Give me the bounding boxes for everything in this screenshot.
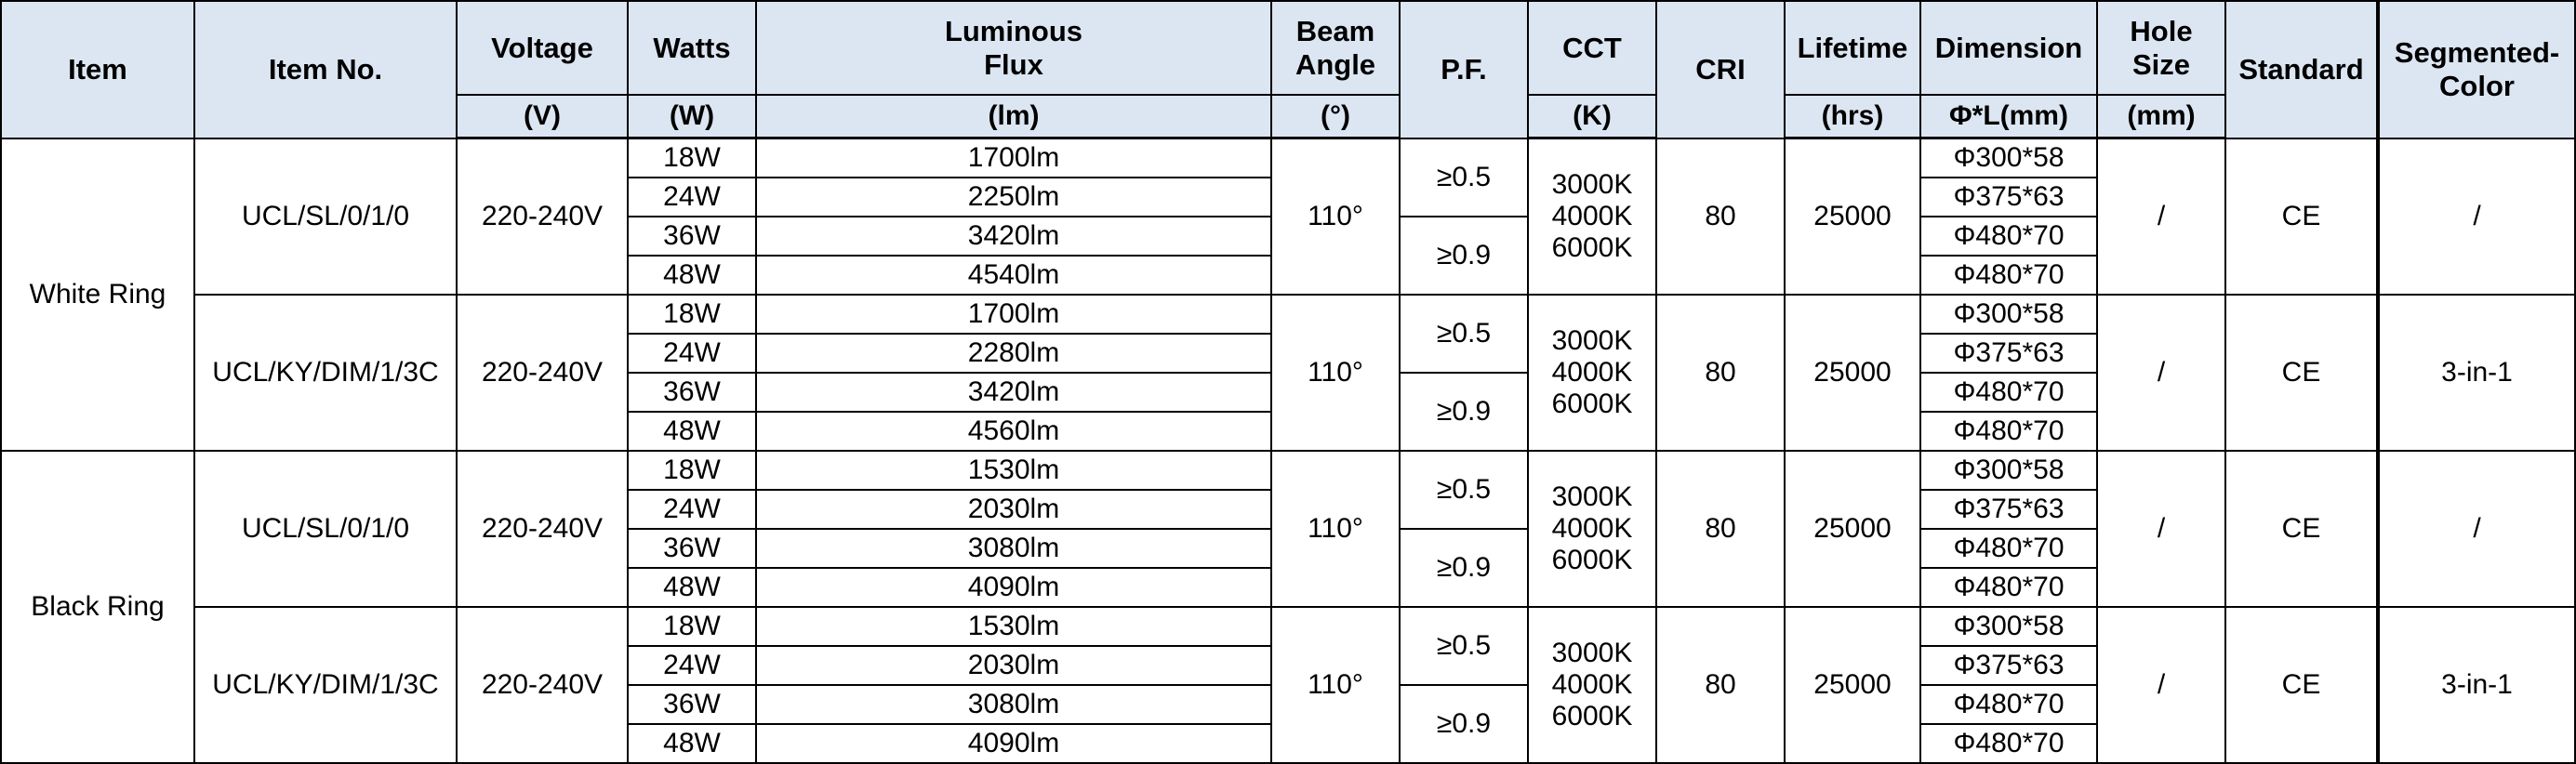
- item-number-cell: UCL/SL/0/1/0: [194, 138, 457, 296]
- voltage-cell: 220-240V: [457, 451, 628, 607]
- segmented-color-cell: 3-in-1: [2378, 295, 2575, 451]
- luminous-flux-cell: 1700lm: [756, 138, 1271, 178]
- table-row: [1, 451, 2575, 490]
- dimension-cell: Φ480*70: [1920, 217, 2097, 256]
- header-item: Item: [1, 1, 194, 138]
- watts-cell: 36W: [628, 217, 756, 256]
- table-row: [1, 607, 2575, 646]
- watts-cell: 24W: [628, 490, 756, 529]
- luminous-flux-cell: 2030lm: [756, 646, 1271, 685]
- power-factor-cell: ≥0.5: [1400, 607, 1528, 685]
- dimension-cell: Φ375*63: [1920, 334, 2097, 373]
- beam-angle-cell: 110°: [1271, 451, 1400, 607]
- cct-cell: 3000K 4000K 6000K: [1528, 138, 1656, 296]
- beam-angle-cell: 110°: [1271, 607, 1400, 763]
- hole-size-cell: /: [2097, 607, 2225, 763]
- unit-beam-angle: (°): [1271, 95, 1400, 138]
- unit-watts: (W): [628, 95, 756, 138]
- standard-cell: CE: [2225, 138, 2378, 296]
- header-dimension: Dimension: [1920, 1, 2097, 95]
- standard-cell: CE: [2225, 607, 2378, 763]
- power-factor-cell: ≥0.9: [1400, 217, 1528, 295]
- item-name-cell: Black Ring: [1, 451, 194, 763]
- dimension-cell: Φ480*70: [1920, 529, 2097, 568]
- watts-cell: 48W: [628, 412, 756, 451]
- lifetime-cell: 25000: [1785, 138, 1920, 296]
- watts-cell: 18W: [628, 607, 756, 646]
- cct-cell: 3000K 4000K 6000K: [1528, 607, 1656, 763]
- lifetime-cell: 25000: [1785, 607, 1920, 763]
- watts-cell: 48W: [628, 724, 756, 763]
- dimension-cell: Φ300*58: [1920, 607, 2097, 646]
- luminous-flux-cell: 2250lm: [756, 178, 1271, 217]
- item-number-cell: UCL/KY/DIM/1/3C: [194, 295, 457, 451]
- cri-cell: 80: [1656, 295, 1785, 451]
- item-number-cell: UCL/KY/DIM/1/3C: [194, 607, 457, 763]
- luminous-flux-cell: 1530lm: [756, 607, 1271, 646]
- header-hole-size: Hole Size: [2097, 1, 2225, 95]
- luminous-flux-cell: 3420lm: [756, 217, 1271, 256]
- dimension-cell: Φ300*58: [1920, 138, 2097, 178]
- standard-cell: CE: [2225, 451, 2378, 607]
- dimension-cell: Φ300*58: [1920, 451, 2097, 490]
- segmented-color-cell: /: [2378, 138, 2575, 296]
- header-voltage: Voltage: [457, 1, 628, 95]
- item-number-cell: UCL/SL/0/1/0: [194, 451, 457, 607]
- luminous-flux-cell: 1530lm: [756, 451, 1271, 490]
- header-pf: P.F.: [1400, 1, 1528, 138]
- header-row: [1, 1, 2575, 95]
- lifetime-cell: 25000: [1785, 451, 1920, 607]
- watts-cell: 18W: [628, 138, 756, 178]
- luminous-flux-cell: 3420lm: [756, 373, 1271, 412]
- dimension-cell: Φ480*70: [1920, 685, 2097, 724]
- header-beam-angle: Beam Angle: [1271, 1, 1400, 95]
- luminous-flux-cell: 1700lm: [756, 295, 1271, 334]
- header-segmented-color: Segmented- Color: [2378, 1, 2575, 138]
- dimension-cell: Φ480*70: [1920, 256, 2097, 295]
- power-factor-cell: ≥0.5: [1400, 138, 1528, 217]
- luminous-flux-cell: 3080lm: [756, 685, 1271, 724]
- power-factor-cell: ≥0.9: [1400, 373, 1528, 451]
- dimension-cell: Φ480*70: [1920, 724, 2097, 763]
- dimension-cell: Φ375*63: [1920, 490, 2097, 529]
- luminous-flux-cell: 4090lm: [756, 724, 1271, 763]
- voltage-cell: 220-240V: [457, 295, 628, 451]
- voltage-cell: 220-240V: [457, 138, 628, 296]
- watts-cell: 24W: [628, 178, 756, 217]
- cct-cell: 3000K 4000K 6000K: [1528, 451, 1656, 607]
- watts-cell: 48W: [628, 256, 756, 295]
- watts-cell: 48W: [628, 568, 756, 607]
- cct-cell: 3000K 4000K 6000K: [1528, 295, 1656, 451]
- dimension-cell: Φ300*58: [1920, 295, 2097, 334]
- watts-cell: 18W: [628, 451, 756, 490]
- segmented-color-cell: /: [2378, 451, 2575, 607]
- header-watts: Watts: [628, 1, 756, 95]
- dimension-cell: Φ375*63: [1920, 646, 2097, 685]
- luminous-flux-cell: 2030lm: [756, 490, 1271, 529]
- hole-size-cell: /: [2097, 138, 2225, 296]
- voltage-cell: 220-240V: [457, 607, 628, 763]
- header-standard: Standard: [2225, 1, 2378, 138]
- luminous-flux-cell: 4090lm: [756, 568, 1271, 607]
- header-cri: CRI: [1656, 1, 1785, 138]
- unit-cct: (K): [1528, 95, 1656, 138]
- beam-angle-cell: 110°: [1271, 138, 1400, 296]
- unit-lifetime: (hrs): [1785, 95, 1920, 138]
- watts-cell: 36W: [628, 529, 756, 568]
- cri-cell: 80: [1656, 607, 1785, 763]
- unit-dimension: Φ*L(mm): [1920, 95, 2097, 138]
- watts-cell: 18W: [628, 295, 756, 334]
- luminous-flux-cell: 3080lm: [756, 529, 1271, 568]
- lifetime-cell: 25000: [1785, 295, 1920, 451]
- table-row: [1, 138, 2575, 178]
- dimension-cell: Φ480*70: [1920, 412, 2097, 451]
- hole-size-cell: /: [2097, 295, 2225, 451]
- watts-cell: 36W: [628, 685, 756, 724]
- dimension-cell: Φ375*63: [1920, 178, 2097, 217]
- item-name-cell: White Ring: [1, 138, 194, 452]
- spec-body: [1, 138, 2575, 764]
- standard-cell: CE: [2225, 295, 2378, 451]
- unit-voltage: (V): [457, 95, 628, 138]
- segmented-color-cell: 3-in-1: [2378, 607, 2575, 763]
- power-factor-cell: ≥0.5: [1400, 295, 1528, 373]
- beam-angle-cell: 110°: [1271, 295, 1400, 451]
- luminous-flux-cell: 4540lm: [756, 256, 1271, 295]
- watts-cell: 36W: [628, 373, 756, 412]
- unit-hole-size: (mm): [2097, 95, 2225, 138]
- dimension-cell: Φ480*70: [1920, 373, 2097, 412]
- dimension-cell: Φ480*70: [1920, 568, 2097, 607]
- cri-cell: 80: [1656, 138, 1785, 296]
- header-cct: CCT: [1528, 1, 1656, 95]
- watts-cell: 24W: [628, 334, 756, 373]
- hole-size-cell: /: [2097, 451, 2225, 607]
- power-factor-cell: ≥0.9: [1400, 685, 1528, 763]
- header-item-no: Item No.: [194, 1, 457, 138]
- luminous-flux-cell: 4560lm: [756, 412, 1271, 451]
- unit-luminous-flux: (lm): [756, 95, 1271, 138]
- luminous-flux-cell: 2280lm: [756, 334, 1271, 373]
- table-row: [1, 295, 2575, 334]
- watts-cell: 24W: [628, 646, 756, 685]
- cri-cell: 80: [1656, 451, 1785, 607]
- header-luminous-flux: Luminous Flux: [756, 1, 1271, 95]
- power-factor-cell: ≥0.5: [1400, 451, 1528, 529]
- power-factor-cell: ≥0.9: [1400, 529, 1528, 607]
- header-lifetime: Lifetime: [1785, 1, 1920, 95]
